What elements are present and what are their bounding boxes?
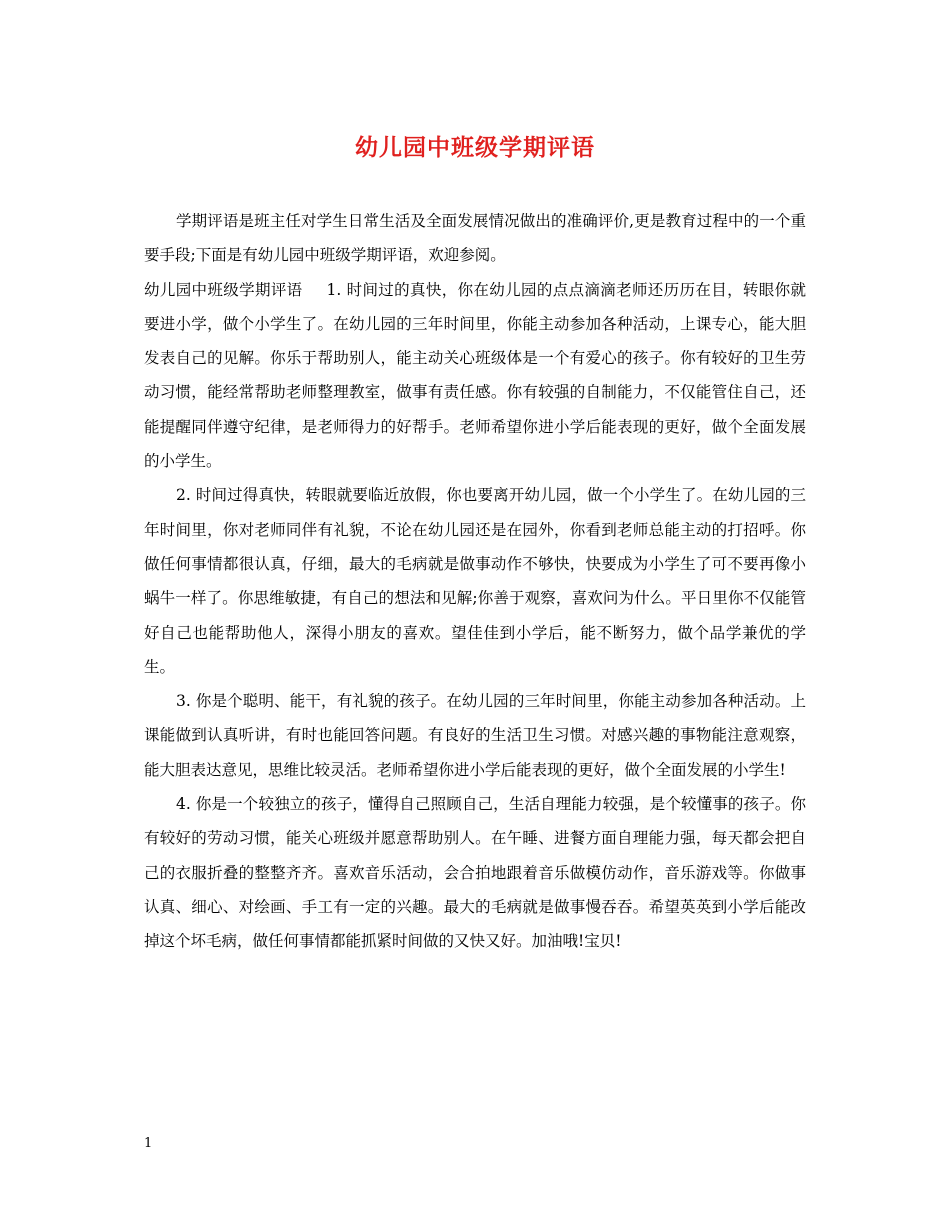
item-paragraph-1: [144, 273, 806, 479]
intro-paragraph: 学期评语是班主任对学生日常生活及全面发展情况做出的准确评价,更是教育过程中的一个重要手段;下面是有幼儿园中班级学期评语，欢迎参阅。: [144, 212, 806, 265]
item-text-1: 1. 时间过的真快，你在幼儿园的点点滴滴老师还历历在目，转眼你就要进小学，做个小学生了。在幼儿园的三年时间里，你能主动参加各种活动，上课专心，能大胆发表自己的见解。你乐于帮助别人，能主动关心班级体是一个有爱心的孩子。你有较好的卫生劳动习惯，能经常帮助老师整理教室，做事有责任感。你有较强的自制能力，不仅能管住自己，还能提醒同伴遵守纪律，是老师得力的好帮手。老师希望你进小学后能表现的更好，做个全面发展的小学生。: [144, 280, 806, 471]
item-paragraph-4: 4. 你是一个较独立的孩子，懂得自己照顾自己，生活自理能力较强，是个较懂事的孩子。你有较好的劳动习惯，能关心班级并愿意帮助别人。在午睡、进餐方面自理能力强，每天都会把自己的衣服折叠的整整齐齐。喜欢音乐活动，会合拍地跟着音乐做模仿动作，音乐游戏等。你做事认真、细心、对绘画、手工有一定的兴趣。最大的毛病就是做事慢吞吞。希望英英到小学后能改掉这个坏毛病，做任何事情都能抓紧时间做的又快又好。加油哦!宝贝!: [144, 795, 806, 951]
document-body: [144, 204, 806, 959]
item-paragraph-3: 3. 你是个聪明、能干，有礼貌的孩子。在幼儿园的三年时间里，你能主动参加各种活动。上课能做到认真听讲，有时也能回答问题。有良好的生活卫生习惯。对感兴趣的事物能注意观察，能大胆表达意见，思维比较灵活。老师希望你进小学后能表现的更好，做个全面发展的小学生!: [144, 692, 806, 779]
item-paragraph-2: 2. 时间过得真快，转眼就要临近放假，你也要离开幼儿园，做一个小学生了。在幼儿园的三年时间里，你对老师同伴有礼貌，不论在幼儿园还是在园外，你看到老师总能主动的打招呼。你做任何事情都很认真，仔细，最大的毛病就是做事动作不够快，快要成为小学生了可不要再像小蜗牛一样了。你思维敏捷，有自己的想法和见解;你善于观察，喜欢问为什么。平日里你不仅能管好自己也能帮助他人，深得小朋友的喜欢。望佳佳到小学后，能不断努力，做个品学兼优的学生。: [144, 486, 806, 676]
document-title: 幼儿园中班级学期评语: [355, 134, 595, 161]
page-number: 1: [144, 1136, 153, 1151]
section-heading: 幼儿园中班级学期评语: [144, 280, 303, 299]
